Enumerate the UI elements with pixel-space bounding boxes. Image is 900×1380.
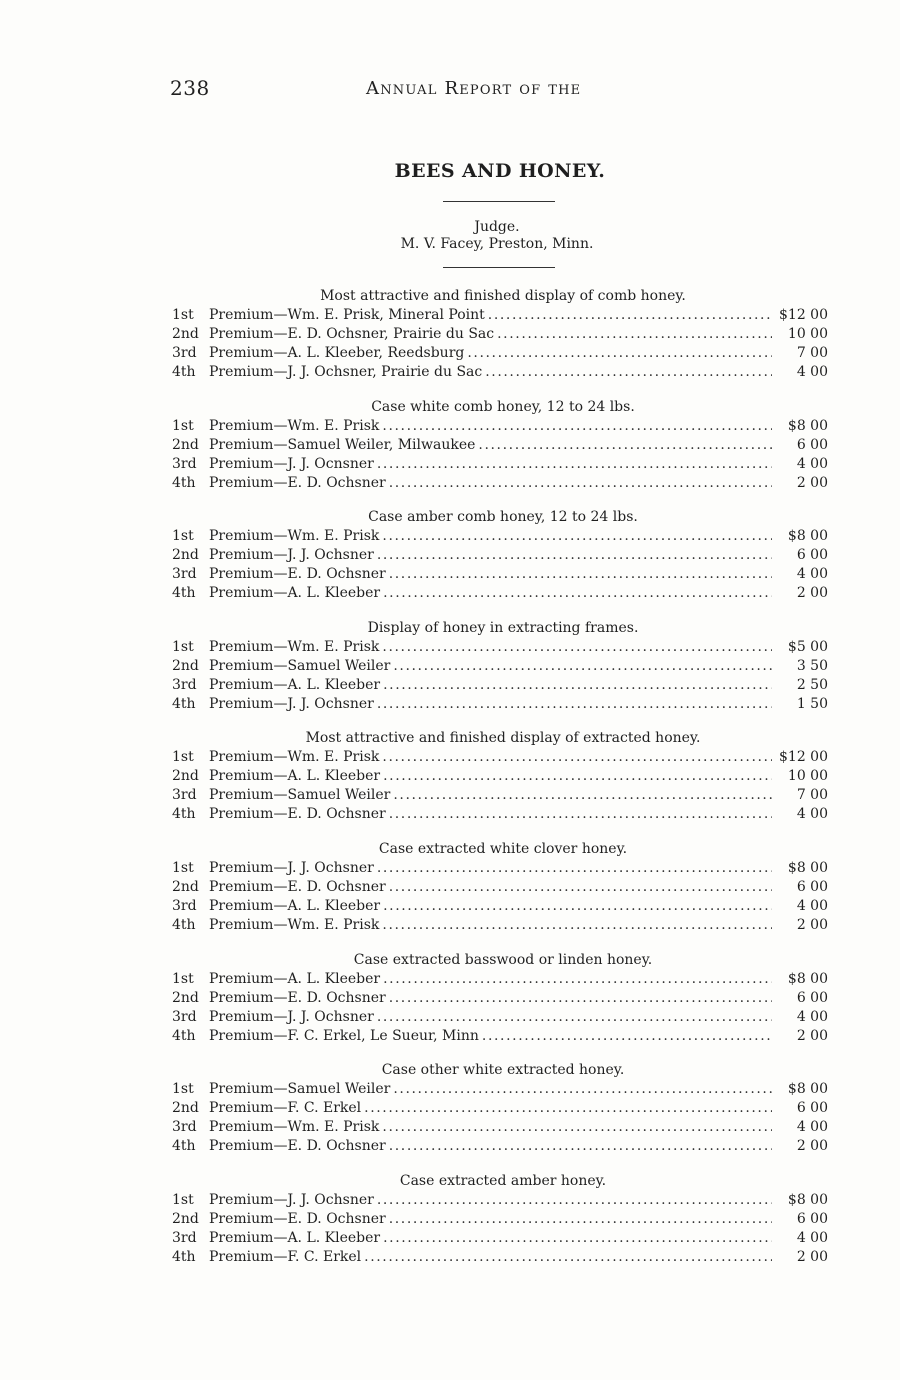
premium-place: 1st xyxy=(172,1191,194,1208)
premium-place: 1st xyxy=(172,307,194,323)
dot-leader xyxy=(383,897,772,916)
dot-leader xyxy=(377,546,772,565)
premium-place: 2nd xyxy=(172,1100,199,1117)
premium-place: 3rd xyxy=(172,1229,197,1246)
dot-leader xyxy=(389,474,772,493)
premium-place: 4th xyxy=(172,1027,196,1044)
premium-amount: 6 00 xyxy=(796,547,828,564)
dot-leader xyxy=(389,565,772,584)
premium-winner: Premium—F. C. Erkel xyxy=(209,1100,362,1117)
category-title: Case extracted white clover honey. xyxy=(378,840,628,857)
premium-amount: 4 00 xyxy=(796,455,828,472)
dot-leader xyxy=(488,306,772,325)
dot-leader xyxy=(382,916,772,935)
premium-amount: 2 00 xyxy=(796,916,828,933)
dot-leader xyxy=(377,695,772,714)
premium-winner: Premium—J. J. Ochsner xyxy=(209,1191,374,1208)
premium-place: 1st xyxy=(172,970,194,987)
premium-winner: Premium—A. L. Kleeber xyxy=(209,585,381,602)
premium-winner: Premium—E. D. Ochsner xyxy=(209,989,386,1006)
premium-winner: Premium—E. D. Ochsner xyxy=(209,566,386,583)
premium-place: 3rd xyxy=(172,566,197,583)
dot-leader xyxy=(383,676,772,695)
premium-row xyxy=(172,970,828,989)
premium-row xyxy=(172,474,828,493)
category-title: Display of honey in extracting frames. xyxy=(367,619,639,636)
premium-row xyxy=(172,1229,828,1248)
premium-winner: Premium—J. J. Ocnsner xyxy=(209,455,374,472)
premium-amount: $12 00 xyxy=(779,307,828,323)
premium-place: 3rd xyxy=(172,1119,197,1136)
premium-category xyxy=(172,1061,828,1156)
dot-leader xyxy=(364,1248,772,1267)
premium-amount: $8 00 xyxy=(787,859,828,876)
premium-row xyxy=(172,363,828,382)
premium-winner: Premium—E. D. Ochsner, Prairie du Sac xyxy=(209,326,495,342)
premium-place: 2nd xyxy=(172,547,199,564)
dot-leader xyxy=(382,417,772,436)
premium-place: 4th xyxy=(172,364,196,380)
judge-rule xyxy=(443,267,555,268)
premium-winner: Premium—A. L. Kleeber xyxy=(209,676,381,693)
premium-winner: Premium—E. D. Ochsner xyxy=(209,1138,386,1155)
premium-category xyxy=(172,840,828,935)
premium-amount: $8 00 xyxy=(787,417,828,434)
premium-amount: 10 00 xyxy=(787,326,828,342)
premium-row xyxy=(172,527,828,546)
premium-amount: 6 00 xyxy=(796,436,828,453)
premium-row xyxy=(172,1008,828,1027)
premium-category xyxy=(172,729,828,824)
dot-leader xyxy=(389,989,772,1008)
premium-winner: Premium—A. L. Kleeber, Reedsburg xyxy=(209,345,465,361)
judge-name: M. V. Facey, Preston, Minn. xyxy=(400,236,594,252)
premium-winner: Premium—E. D. Ochsner xyxy=(209,806,386,823)
premium-amount: 2 00 xyxy=(796,1138,828,1155)
premium-place: 3rd xyxy=(172,787,197,804)
category-title: Most attractive and finished display of extracted honey. xyxy=(305,730,701,747)
premium-row xyxy=(172,695,828,714)
premium-place: 3rd xyxy=(172,455,197,472)
premium-row xyxy=(172,748,828,767)
dot-leader xyxy=(393,786,772,805)
premium-amount: 2 00 xyxy=(796,1248,828,1265)
dot-leader xyxy=(389,1137,772,1156)
premium-row xyxy=(172,325,828,344)
category-title: Most attractive and finished display of comb honey. xyxy=(320,288,686,304)
premium-row xyxy=(172,638,828,657)
dot-leader xyxy=(485,363,772,382)
dot-leader xyxy=(383,1229,772,1248)
premium-winner: Premium—E. D. Ochsner xyxy=(209,1210,386,1227)
premium-winner: Premium—Wm. E. Prisk, Mineral Point xyxy=(209,307,485,323)
premium-amount: $8 00 xyxy=(787,1081,828,1098)
premium-winner: Premium—E. D. Ochsner xyxy=(209,474,386,491)
dot-leader xyxy=(497,325,772,344)
category-title: Case extracted amber honey. xyxy=(399,1172,607,1189)
premium-row xyxy=(172,897,828,916)
dot-leader xyxy=(377,859,772,878)
premium-amount: 2 50 xyxy=(796,676,828,693)
dot-leader xyxy=(478,436,772,455)
premium-category xyxy=(172,508,828,603)
premium-amount: $8 00 xyxy=(787,528,828,545)
premium-winner: Premium—Wm. E. Prisk xyxy=(209,528,380,545)
premium-row xyxy=(172,1099,828,1118)
premium-amount: 6 00 xyxy=(796,878,828,895)
premium-winner: Premium—Wm. E. Prisk xyxy=(209,1119,380,1136)
premium-row xyxy=(172,1248,828,1267)
premium-row xyxy=(172,859,828,878)
premium-place: 3rd xyxy=(172,1008,197,1025)
dot-leader xyxy=(377,455,772,474)
premium-winner: Premium—F. C. Erkel, Le Sueur, Minn xyxy=(209,1027,479,1044)
premium-place: 4th xyxy=(172,695,196,712)
premium-place: 4th xyxy=(172,1248,196,1265)
premium-row xyxy=(172,565,828,584)
premium-winner: Premium—Samuel Weiler, Milwaukee xyxy=(209,436,476,453)
premium-amount: 4 00 xyxy=(796,806,828,823)
category-title: Case extracted basswood or linden honey. xyxy=(353,951,653,968)
premium-place: 3rd xyxy=(172,345,197,361)
premium-row xyxy=(172,417,828,436)
premium-row xyxy=(172,1191,828,1210)
premium-place: 4th xyxy=(172,585,196,602)
premium-row xyxy=(172,1118,828,1137)
premium-amount: $8 00 xyxy=(787,970,828,987)
premium-winner: Premium—Wm. E. Prisk xyxy=(209,417,380,434)
premium-winner: Premium—Samuel Weiler xyxy=(209,1081,391,1098)
premium-amount: 3 50 xyxy=(796,657,828,674)
premium-place: 2nd xyxy=(172,989,199,1006)
category-title: Case white comb honey, 12 to 24 lbs. xyxy=(371,398,635,415)
premium-amount: 2 00 xyxy=(796,585,828,602)
dot-leader xyxy=(482,1027,772,1046)
premium-amount: 4 00 xyxy=(796,1119,828,1136)
premium-place: 1st xyxy=(172,417,194,434)
dot-leader xyxy=(383,584,772,603)
premium-amount: $5 00 xyxy=(787,638,828,655)
premium-amount: 7 00 xyxy=(796,345,828,361)
premium-place: 2nd xyxy=(172,1210,199,1227)
premium-row xyxy=(172,1027,828,1046)
premium-amount: 4 00 xyxy=(796,566,828,583)
dot-leader xyxy=(382,638,772,657)
running-head: Annual Report of the xyxy=(366,78,582,99)
premium-row xyxy=(172,1210,828,1229)
premium-row xyxy=(172,1137,828,1156)
premium-amount: 2 00 xyxy=(796,474,828,491)
premium-amount: 4 00 xyxy=(796,364,828,380)
premium-category xyxy=(172,1172,828,1267)
premium-row xyxy=(172,878,828,897)
premium-place: 1st xyxy=(172,1081,194,1098)
premium-winner: Premium—F. C. Erkel xyxy=(209,1248,362,1265)
dot-leader xyxy=(393,657,772,676)
premium-category xyxy=(172,287,828,382)
premium-row xyxy=(172,1080,828,1099)
dot-leader xyxy=(389,878,772,897)
premium-row xyxy=(172,546,828,565)
premium-amount: 6 00 xyxy=(796,1100,828,1117)
premium-amount: 6 00 xyxy=(796,989,828,1006)
premium-winner: Premium—J. J. Ochsner xyxy=(209,547,374,564)
dot-leader xyxy=(467,344,772,363)
premium-row xyxy=(172,676,828,695)
premium-place: 2nd xyxy=(172,326,199,342)
premium-winner: Premium—Samuel Weiler xyxy=(209,787,391,804)
premium-category xyxy=(172,951,828,1046)
premium-row xyxy=(172,916,828,935)
premium-category xyxy=(172,619,828,714)
title-rule xyxy=(443,201,555,202)
premium-amount: 6 00 xyxy=(796,1210,828,1227)
premium-place: 4th xyxy=(172,916,196,933)
premium-winner: Premium—Samuel Weiler xyxy=(209,657,391,674)
premium-amount: $8 00 xyxy=(787,1191,828,1208)
premium-winner: Premium—A. L. Kleeber xyxy=(209,1229,381,1246)
premium-amount: 7 00 xyxy=(796,787,828,804)
premium-place: 2nd xyxy=(172,768,199,785)
premium-winner: Premium—Wm. E. Prisk xyxy=(209,749,380,766)
section-title: BEES AND HONEY. xyxy=(394,160,606,182)
premium-amount: 10 00 xyxy=(787,768,828,785)
premium-row xyxy=(172,344,828,363)
dot-leader xyxy=(389,1210,772,1229)
dot-leader xyxy=(377,1191,772,1210)
premium-amount: 2 00 xyxy=(796,1027,828,1044)
premium-place: 1st xyxy=(172,749,194,766)
dot-leader xyxy=(383,970,772,989)
premium-row xyxy=(172,306,828,325)
premium-winner: Premium—A. L. Kleeber xyxy=(209,768,381,785)
dot-leader xyxy=(389,805,772,824)
premium-amount: $12 00 xyxy=(779,749,828,766)
premium-winner: Premium—J. J. Ochsner, Prairie du Sac xyxy=(209,364,483,380)
premium-sections xyxy=(172,287,828,1282)
premium-row xyxy=(172,657,828,676)
premium-place: 4th xyxy=(172,806,196,823)
premium-category xyxy=(172,398,828,493)
dot-leader xyxy=(377,1008,772,1027)
premium-place: 4th xyxy=(172,1138,196,1155)
premium-place: 1st xyxy=(172,528,194,545)
premium-row xyxy=(172,436,828,455)
premium-row xyxy=(172,584,828,603)
premium-row xyxy=(172,767,828,786)
premium-place: 1st xyxy=(172,859,194,876)
page-number: 238 xyxy=(170,76,210,100)
premium-amount: 1 50 xyxy=(796,695,828,712)
dot-leader xyxy=(364,1099,772,1118)
premium-place: 4th xyxy=(172,474,196,491)
premium-amount: 4 00 xyxy=(796,897,828,914)
premium-place: 2nd xyxy=(172,878,199,895)
category-title: Case amber comb honey, 12 to 24 lbs. xyxy=(368,509,638,526)
premium-place: 2nd xyxy=(172,436,199,453)
premium-row xyxy=(172,786,828,805)
premium-row xyxy=(172,805,828,824)
premium-row xyxy=(172,455,828,474)
premium-winner: Premium—Wm. E. Prisk xyxy=(209,916,380,933)
premium-winner: Premium—J. J. Ochsner xyxy=(209,695,374,712)
premium-amount: 4 00 xyxy=(796,1008,828,1025)
premium-place: 3rd xyxy=(172,897,197,914)
category-title: Case other white extracted honey. xyxy=(381,1062,625,1079)
premium-winner: Premium—A. L. Kleeber xyxy=(209,970,381,987)
premium-winner: Premium—J. J. Ochsner xyxy=(209,859,374,876)
premium-place: 1st xyxy=(172,638,194,655)
judge-heading: Judge. xyxy=(474,219,520,235)
premium-row xyxy=(172,989,828,1008)
premium-place: 3rd xyxy=(172,676,197,693)
premium-winner: Premium—A. L. Kleeber xyxy=(209,897,381,914)
premium-winner: Premium—J. J. Ochsner xyxy=(209,1008,374,1025)
dot-leader xyxy=(382,527,772,546)
dot-leader xyxy=(393,1080,772,1099)
premium-place: 2nd xyxy=(172,657,199,674)
dot-leader xyxy=(382,1118,772,1137)
dot-leader xyxy=(382,748,772,767)
dot-leader xyxy=(383,767,772,786)
premium-winner: Premium—Wm. E. Prisk xyxy=(209,638,380,655)
premium-amount: 4 00 xyxy=(796,1229,828,1246)
premium-winner: Premium—E. D. Ochsner xyxy=(209,878,386,895)
